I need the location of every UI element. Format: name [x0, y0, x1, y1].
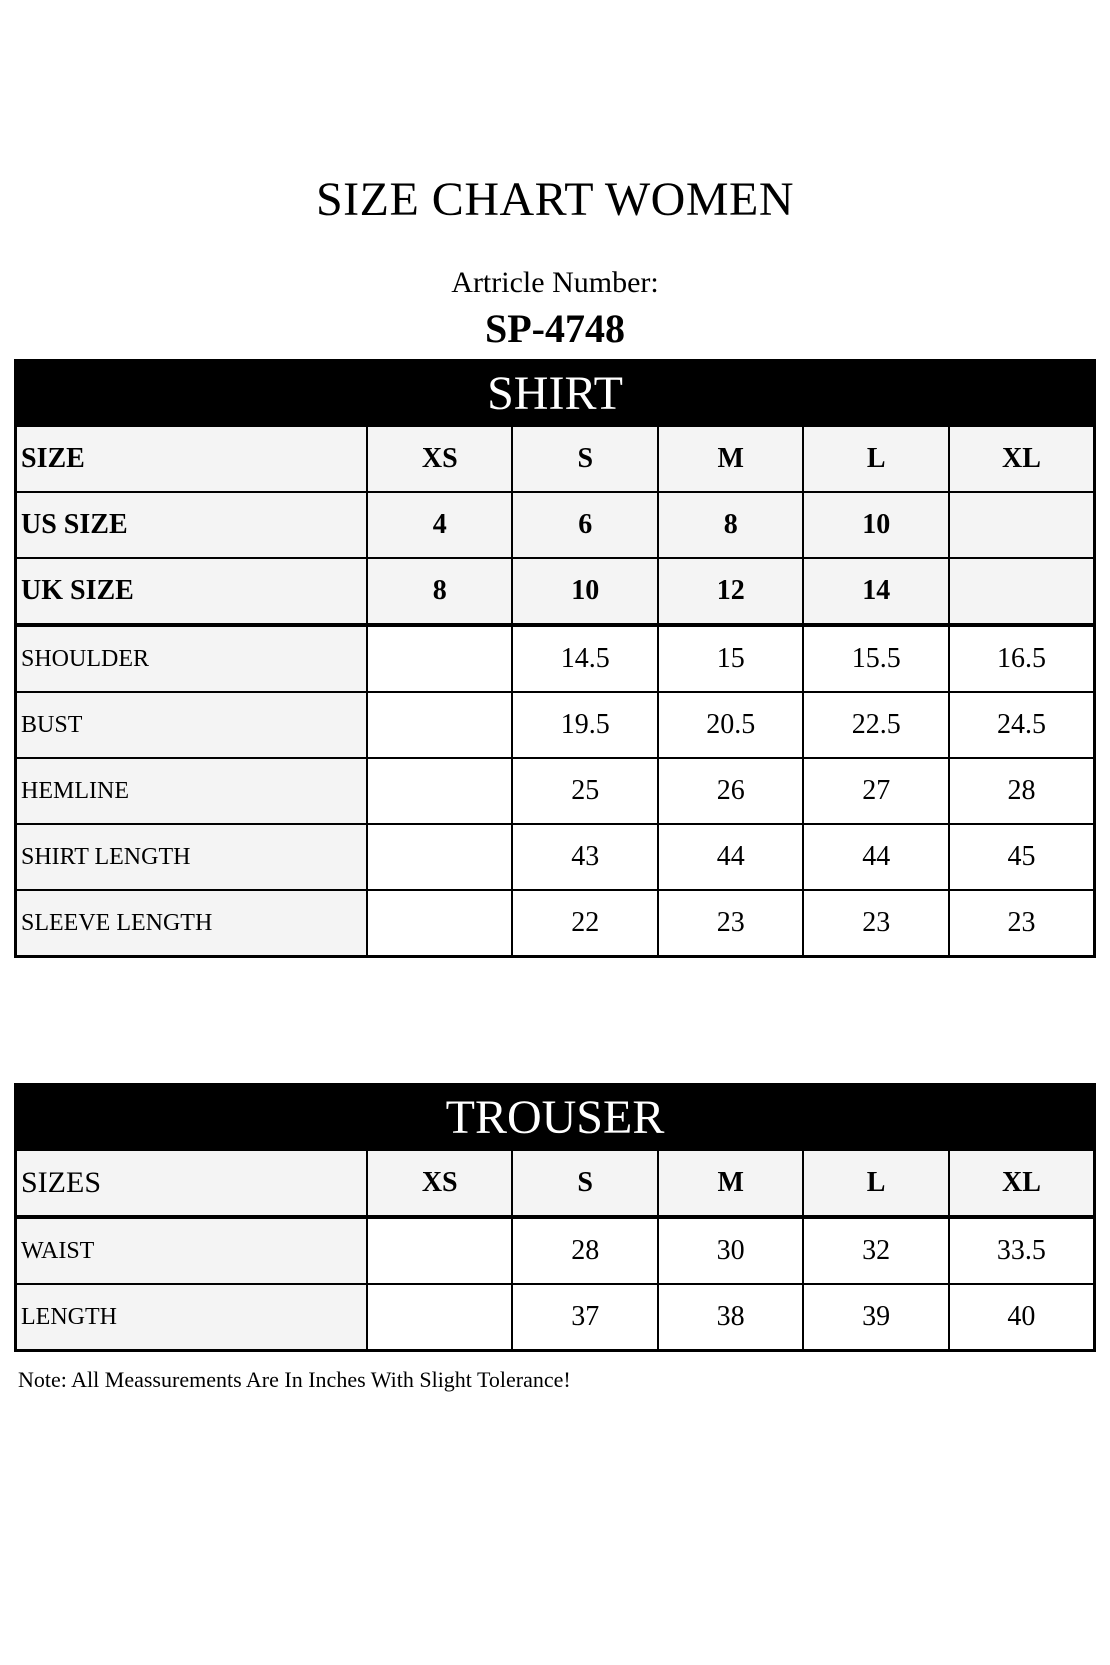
- cell-value: 22: [512, 890, 657, 957]
- row-label: WAIST: [16, 1217, 367, 1284]
- cell-value: 30: [658, 1217, 803, 1284]
- table-row: [16, 1217, 1095, 1284]
- cell-value: 15: [658, 625, 803, 692]
- row-label: SHOULDER: [16, 625, 368, 692]
- cell-value: 12: [658, 558, 803, 625]
- cell-value: 16.5: [949, 625, 1095, 692]
- cell-value: 14.5: [512, 625, 657, 692]
- shirt-size-table: [14, 359, 1096, 958]
- page-title: SIZE CHART WOMEN: [315, 173, 794, 226]
- cell-value: 28: [512, 1217, 657, 1284]
- shirt-size-m: M: [658, 426, 803, 493]
- cell-value: 8: [367, 558, 512, 625]
- cell-value: 39: [803, 1284, 948, 1351]
- cell-value: 25: [512, 758, 657, 824]
- cell-value: [367, 1217, 512, 1284]
- trouser-size-header: SIZES: [16, 1150, 367, 1218]
- cell-value: 24.5: [949, 692, 1095, 758]
- trouser-banner: TROUSER: [16, 1085, 1095, 1150]
- cell-value: 33.5: [949, 1217, 1095, 1284]
- cell-value: [367, 1284, 512, 1351]
- cell-value: 10: [803, 492, 948, 558]
- table-row: [16, 1284, 1095, 1351]
- table-row: [16, 558, 1095, 625]
- cell-value: 26: [658, 758, 803, 824]
- cell-value: 37: [512, 1284, 657, 1351]
- cell-value: 4: [367, 492, 512, 558]
- cell-value: 38: [658, 1284, 803, 1351]
- cell-value: 19.5: [512, 692, 657, 758]
- trouser-size-table: [14, 1083, 1096, 1352]
- table-row: [16, 758, 1095, 824]
- row-label: US SIZE: [16, 492, 368, 558]
- cell-value: 45: [949, 824, 1095, 890]
- cell-value: 20.5: [658, 692, 803, 758]
- article-number: SP-4748: [485, 306, 625, 351]
- cell-value: 28: [949, 758, 1095, 824]
- table-row: [16, 625, 1095, 692]
- cell-value: 23: [803, 890, 948, 957]
- row-label: UK SIZE: [16, 558, 368, 625]
- cell-value: 14: [803, 558, 948, 625]
- cell-value: 23: [949, 890, 1095, 957]
- trouser-size-xs: XS: [367, 1150, 512, 1218]
- shirt-size-header: SIZE: [16, 426, 368, 493]
- article-number-label: Artricle Number:: [451, 266, 659, 299]
- cell-value: 6: [512, 492, 657, 558]
- cell-value: [367, 824, 512, 890]
- trouser-size-xl: XL: [949, 1150, 1095, 1218]
- cell-value: [949, 492, 1095, 558]
- cell-value: 22.5: [803, 692, 948, 758]
- cell-value: 44: [658, 824, 803, 890]
- table-row: [16, 692, 1095, 758]
- cell-value: [949, 558, 1095, 625]
- trouser-size-m: M: [658, 1150, 803, 1218]
- cell-value: 43: [512, 824, 657, 890]
- trouser-size-s: S: [512, 1150, 657, 1218]
- measurement-note: Note: All Meassurements Are In Inches With Slight Tolerance!: [18, 1367, 571, 1392]
- cell-value: 44: [803, 824, 948, 890]
- shirt-size-xl: XL: [949, 426, 1095, 493]
- cell-value: 10: [512, 558, 657, 625]
- table-row: [16, 492, 1095, 558]
- row-label: SLEEVE LENGTH: [16, 890, 368, 957]
- cell-value: 40: [949, 1284, 1095, 1351]
- cell-value: [367, 692, 512, 758]
- row-label: HEMLINE: [16, 758, 368, 824]
- shirt-size-xs: XS: [367, 426, 512, 493]
- row-label: LENGTH: [16, 1284, 367, 1351]
- table-row: [16, 824, 1095, 890]
- shirt-size-s: S: [512, 426, 657, 493]
- cell-value: [367, 758, 512, 824]
- trouser-size-l: L: [803, 1150, 948, 1218]
- cell-value: 32: [803, 1217, 948, 1284]
- cell-value: [367, 890, 512, 957]
- cell-value: 27: [803, 758, 948, 824]
- row-label: BUST: [16, 692, 368, 758]
- row-label: SHIRT LENGTH: [16, 824, 368, 890]
- cell-value: 15.5: [803, 625, 948, 692]
- shirt-banner: SHIRT: [16, 361, 1095, 426]
- cell-value: [367, 625, 512, 692]
- cell-value: 8: [658, 492, 803, 558]
- shirt-size-l: L: [803, 426, 948, 493]
- cell-value: 23: [658, 890, 803, 957]
- table-row: [16, 890, 1095, 957]
